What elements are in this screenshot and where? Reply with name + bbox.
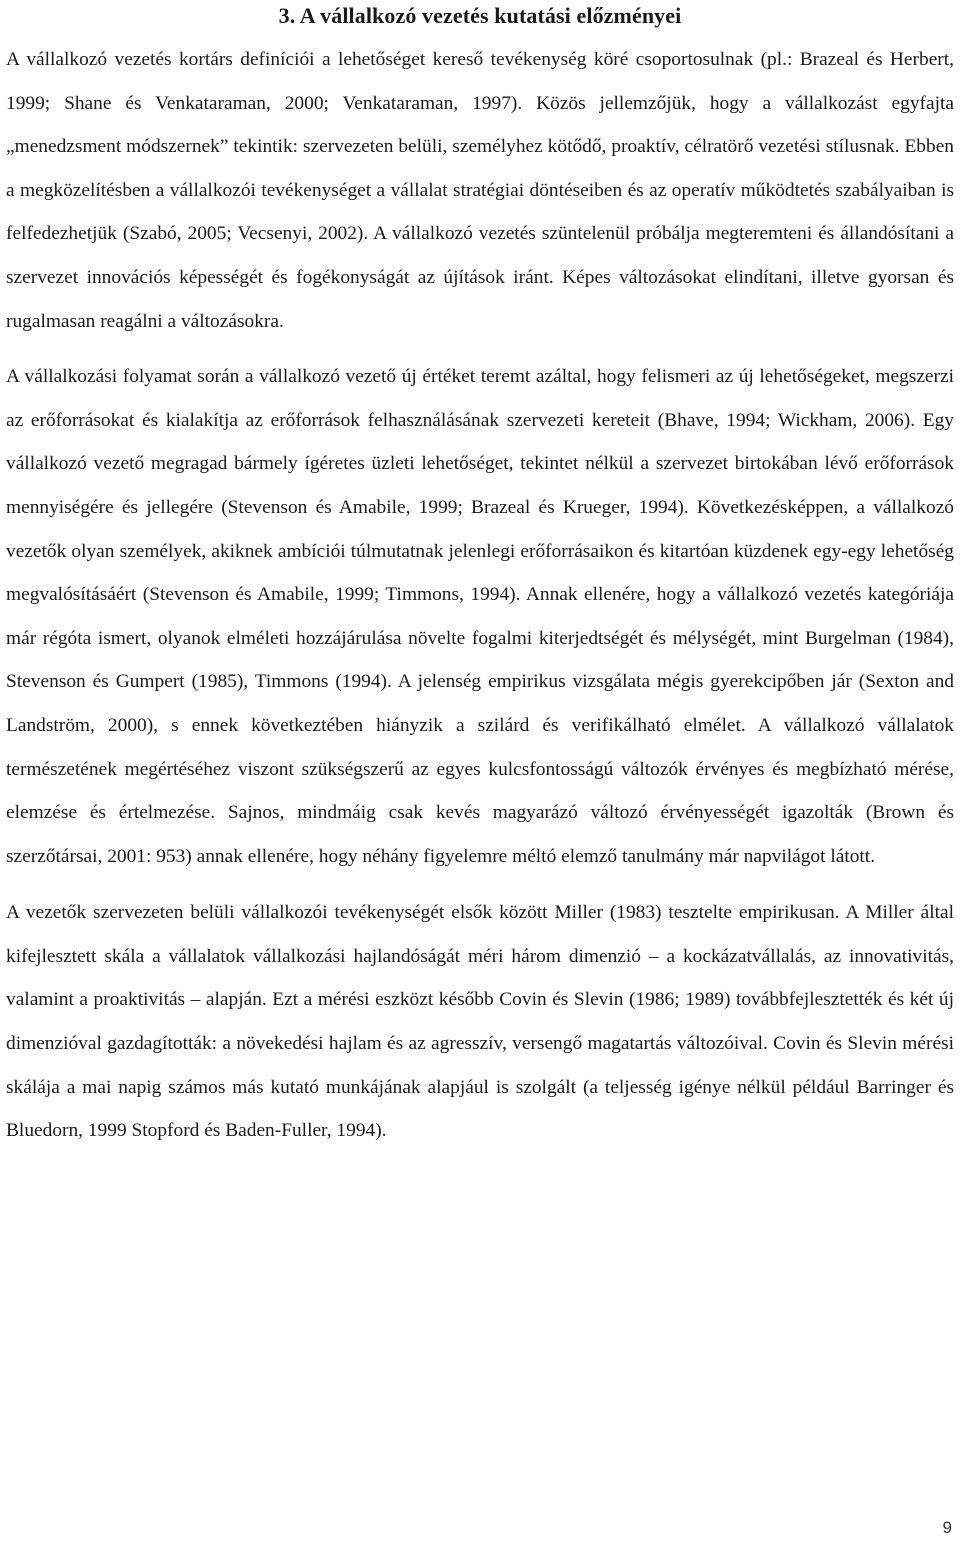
document-page xyxy=(6,0,954,1153)
paragraph-empirical-measurement: A vezetők szervezeten belüli vállalkozói tevékenységét elsők között Miller (1983) tesztelte empirikusan. A Miller által kifejlesztett skála a vállalatok vállalkozási hajlandóságát méri három dimenzió – a kockázatvállalás, az innovativitás, valamint a proaktivitás – alapján. Ezt a mérési eszközt később Covin és Slevin (1986; 1989) továbbfejlesztették és két új dimenzióval gazdagították: a növekedési hajlam és az agresszív, versengő magatartás változóival. Covin és Slevin mérési skálája a mai napig számos más kutató munkájának alapjául is szolgált (a teljesség igénye nélkül például Barringer és Bluedorn, 1999 Stopford és Baden-Fuller, 1994). xyxy=(6,902,954,1142)
paragraph-definitions: A vállalkozó vezetés kortárs definíciói a lehetőséget kereső tevékenység köré csoportosulnak (pl.: Brazeal és Herbert, 1999; Shane és Venkataraman, 2000; Venkataraman, 1997). Közös jellemzőjük, hogy a vállalkozást egyfajta „menedzsment módszernek” tekintik: szervezeten belüli, személyhez kötődő, proaktív, célratörő vezetési stílusnak. Ebben a megközelítésben a vállalkozói tevékenységet a vállalat stratégiai döntéseiben és az operatív működtetés szabályaiban is felfedezhetjük (Szabó, 2005; Vecsenyi, 2002). A vállalkozó vezetés szüntelenül próbálja megteremteni és állandósítani a szervezet innovációs képességét és fogékonyságát az újítások iránt. Képes változásokat elindítani, illetve gyorsan és rugalmasan reagálni a változásokra. xyxy=(6,49,954,332)
paragraph-entrepreneurial-process: A vállalkozási folyamat során a vállalkozó vezető új értéket teremt azáltal, hogy felismeri az új lehetőségeket, megszerzi az erőforrásokat és kialakítja az erőforrások felhasználásának szervezeti kereteit (Bhave, 1994; Wickham, 2006). Egy vállalkozó vezető megragad bármely ígéretes üzleti lehetőséget, tekintet nélkül a szervezet birtokában lévő erőforrások mennyiségére és jellegére (Stevenson és Amabile, 1999; Brazeal és Krueger, 1994). Következésképpen, a vállalkozó vezetők olyan személyek, akiknek ambíciói túlmutatnak jelenlegi erőforrásaikon és kitartóan küzdenek egy-egy lehetőség megvalósításáért (Stevenson és Amabile, 1999; Timmons, 1994). Annak ellenére, hogy a vállalkozó vezetés kategóriája már régóta ismert, olyanok elméleti hozzájárulása növelte fogalmi kiterjedtségét és mélységét, mint Burgelman (1984), Stevenson és Gumpert (1985), Timmons (1994). A jelenség empirikus vizsgálata mégis gyerekcipőben jár (Sexton and Landström, 2000), s ennek következtében hiányzik a szilárd és verifikálható elmélet. A vállalkozó vállalatok természetének megértéséhez viszont szükségszerű az egyes kulcsfontosságú változók érvényes és megbízható mérése, elemzése és értelmezése. Sajnos, mindmáig csak kevés magyarázó változó érvényességét igazolták (Brown és szerzőtársai, 2001: 953) annak ellenére, hogy néhány figyelemre méltó elemző tanulmány már napvilágot látott. xyxy=(6,366,954,867)
page-number: 9 xyxy=(942,1518,952,1537)
section-heading: 3. A vállalkozó vezetés kutatási előzményei xyxy=(278,3,682,28)
